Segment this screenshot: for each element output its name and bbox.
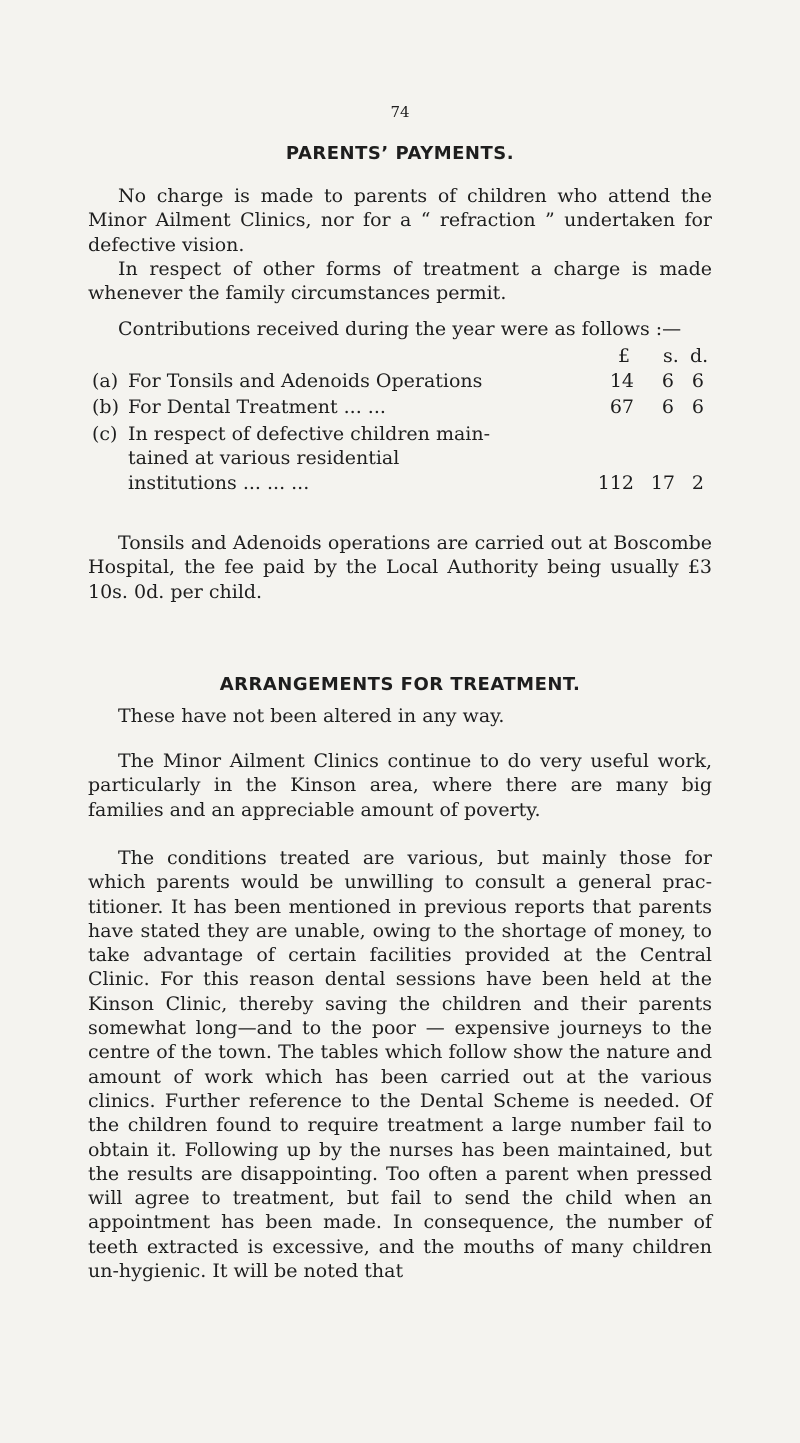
page-number: 74 — [390, 103, 410, 121]
item-shillings: 6 — [661, 370, 674, 392]
item-shillings: 17 — [650, 472, 675, 494]
item-pence: 2 — [691, 472, 704, 494]
section-heading-arrangements: ARRANGEMENTS FOR TREATMENT. — [219, 674, 581, 695]
column-header-shillings: s. — [663, 345, 679, 367]
paragraph-no-charge: No charge is made to parents of children who attend the Minor Ailment Clinics, nor for a “ refraction ” undertaken for defective vision. — [88, 185, 712, 256]
paragraph-not-altered: These have not been altered in any way. — [118, 705, 505, 727]
item-text: For Dental Treatment ... ... — [128, 396, 386, 418]
column-header-pounds: £ — [618, 345, 631, 367]
item-text-line1: In respect of defective children main- — [128, 423, 491, 445]
paragraph-minor-ailment-clinics: The Minor Ailment Clinics continue to do very useful work, particularly in the Kinson area, where there are many big families and an appreciable amount of poverty. — [88, 750, 712, 821]
section-heading-parents-payments: PARENTS’ PAYMENTS. — [285, 143, 515, 164]
item-pence: 6 — [691, 370, 704, 392]
item-pence: 6 — [691, 396, 704, 418]
column-header-pence: d. — [690, 345, 709, 367]
paragraph-charge-made: In respect of other forms of treatment a charge is made whenever the family circumstances permit. — [88, 258, 712, 305]
item-label: (b) — [92, 396, 119, 418]
item-text-line3: institutions ... ... ... — [128, 472, 310, 494]
item-pounds: 67 — [609, 396, 634, 418]
paragraph-conditions-treated: The conditions treated are various, but mainly those for which parents would be unwilling to consult a general prac-titioner. It has been mentioned in previous reports that parents have stated they are unable, owing to the shortage of money, to take advantage of certain facilities provided at the Central Clinic. For this reason dental sessions have been held at the Kinson Clinic, thereby saving the children and their parents somewhat long—and to the poor — expensive journeys to the centre of the town. The tables which follow show the nature and amount of work which has been carried out at the various clinics. Further reference to the Dental Scheme is needed. Of the children found to require treatment a large number fail to obtain it. Following up by the nurses has been maintained, but the results are disappointing. Too often a parent when pressed will agree to treatment, but fail to send the child when an appointment has been made. In consequence, the number of teeth extracted is excessive, and the mouths of many children un-hygienic. It will be noted that — [88, 847, 712, 1283]
paragraph-tonsils-boscombe: Tonsils and Adenoids operations are carried out at Boscombe Hospital, the fee paid by the Local Authority being usually £3 10s. 0d. per child. — [88, 532, 712, 603]
item-shillings: 6 — [661, 396, 674, 418]
item-label: (a) — [92, 370, 119, 392]
item-pounds: 112 — [597, 472, 634, 494]
item-label: (c) — [92, 423, 118, 445]
contributions-intro: Contributions received during the year were as follows :— — [118, 318, 682, 340]
item-pounds: 14 — [609, 370, 634, 392]
item-text-line2: tained at various residential — [128, 447, 400, 469]
item-text: For Tonsils and Adenoids Operations — [128, 370, 483, 392]
